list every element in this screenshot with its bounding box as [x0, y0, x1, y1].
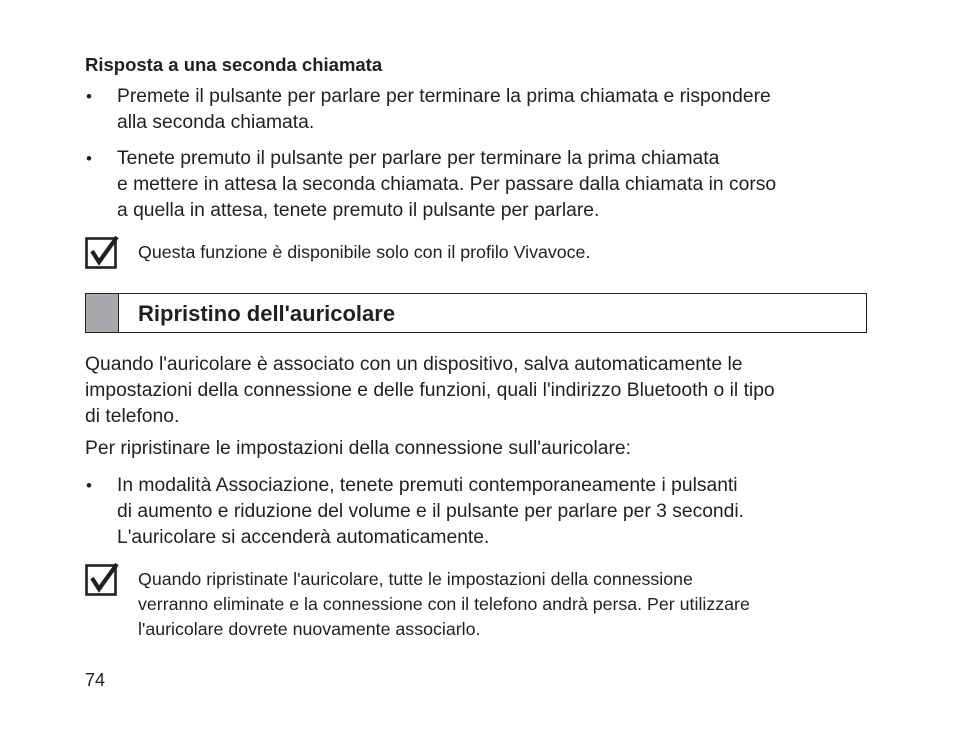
note-line: l'auricolare dovrete nuovamente associarlo.	[138, 619, 481, 639]
bullet-marker: •	[86, 87, 92, 106]
bullet-marker: •	[86, 149, 92, 168]
section-tab	[86, 294, 119, 332]
section-heading	[85, 293, 867, 333]
bullet-line: e mettere in attesa la seconda chiamata. Per passare dalla chiamata in corso	[117, 174, 777, 195]
bullet-line: alla seconda chiamata.	[117, 112, 315, 133]
note-line: verranno eliminate e la connessione con il telefono andrà persa. Per utilizzare	[138, 594, 750, 614]
page-number: 74	[85, 670, 106, 690]
bullet-line: Tenete premuto il pulsante per parlare per terminare la prima chiamata	[117, 148, 720, 169]
subheading: Risposta a una seconda chiamata	[85, 54, 383, 75]
paragraph-line: Quando l'auricolare è associato con un dispositivo, salva automaticamente le	[85, 354, 743, 375]
bullet-line: In modalità Associazione, tenete premuti contemporaneamente i pulsanti	[117, 475, 738, 496]
bullet-marker: •	[86, 476, 92, 495]
bullet-line: L'auricolare si accenderà automaticamente.	[117, 527, 490, 548]
section-title: Ripristino dell'auricolare	[138, 301, 396, 326]
paragraph-line: impostazioni della connessione e delle funzioni, quali l'indirizzo Bluetooth o il tipo	[85, 380, 775, 401]
note-line: Quando ripristinate l'auricolare, tutte le impostazioni della connessione	[138, 569, 693, 589]
checkmark-box-icon	[85, 236, 119, 270]
checkmark-box-icon	[85, 563, 119, 597]
paragraph-line: di telefono.	[85, 406, 180, 427]
paragraph: Per ripristinare le impostazioni della connessione sull'auricolare:	[85, 438, 631, 459]
bullet-line: di aumento e riduzione del volume e il pulsante per parlare per 3 secondi.	[117, 501, 745, 522]
bullet-line: a quella in attesa, tenete premuto il pulsante per parlare.	[117, 200, 600, 221]
note-line: Questa funzione è disponibile solo con il profilo Vivavoce.	[138, 242, 591, 262]
bullet-line: Premete il pulsante per parlare per terminare la prima chiamata e rispondere	[117, 86, 771, 107]
